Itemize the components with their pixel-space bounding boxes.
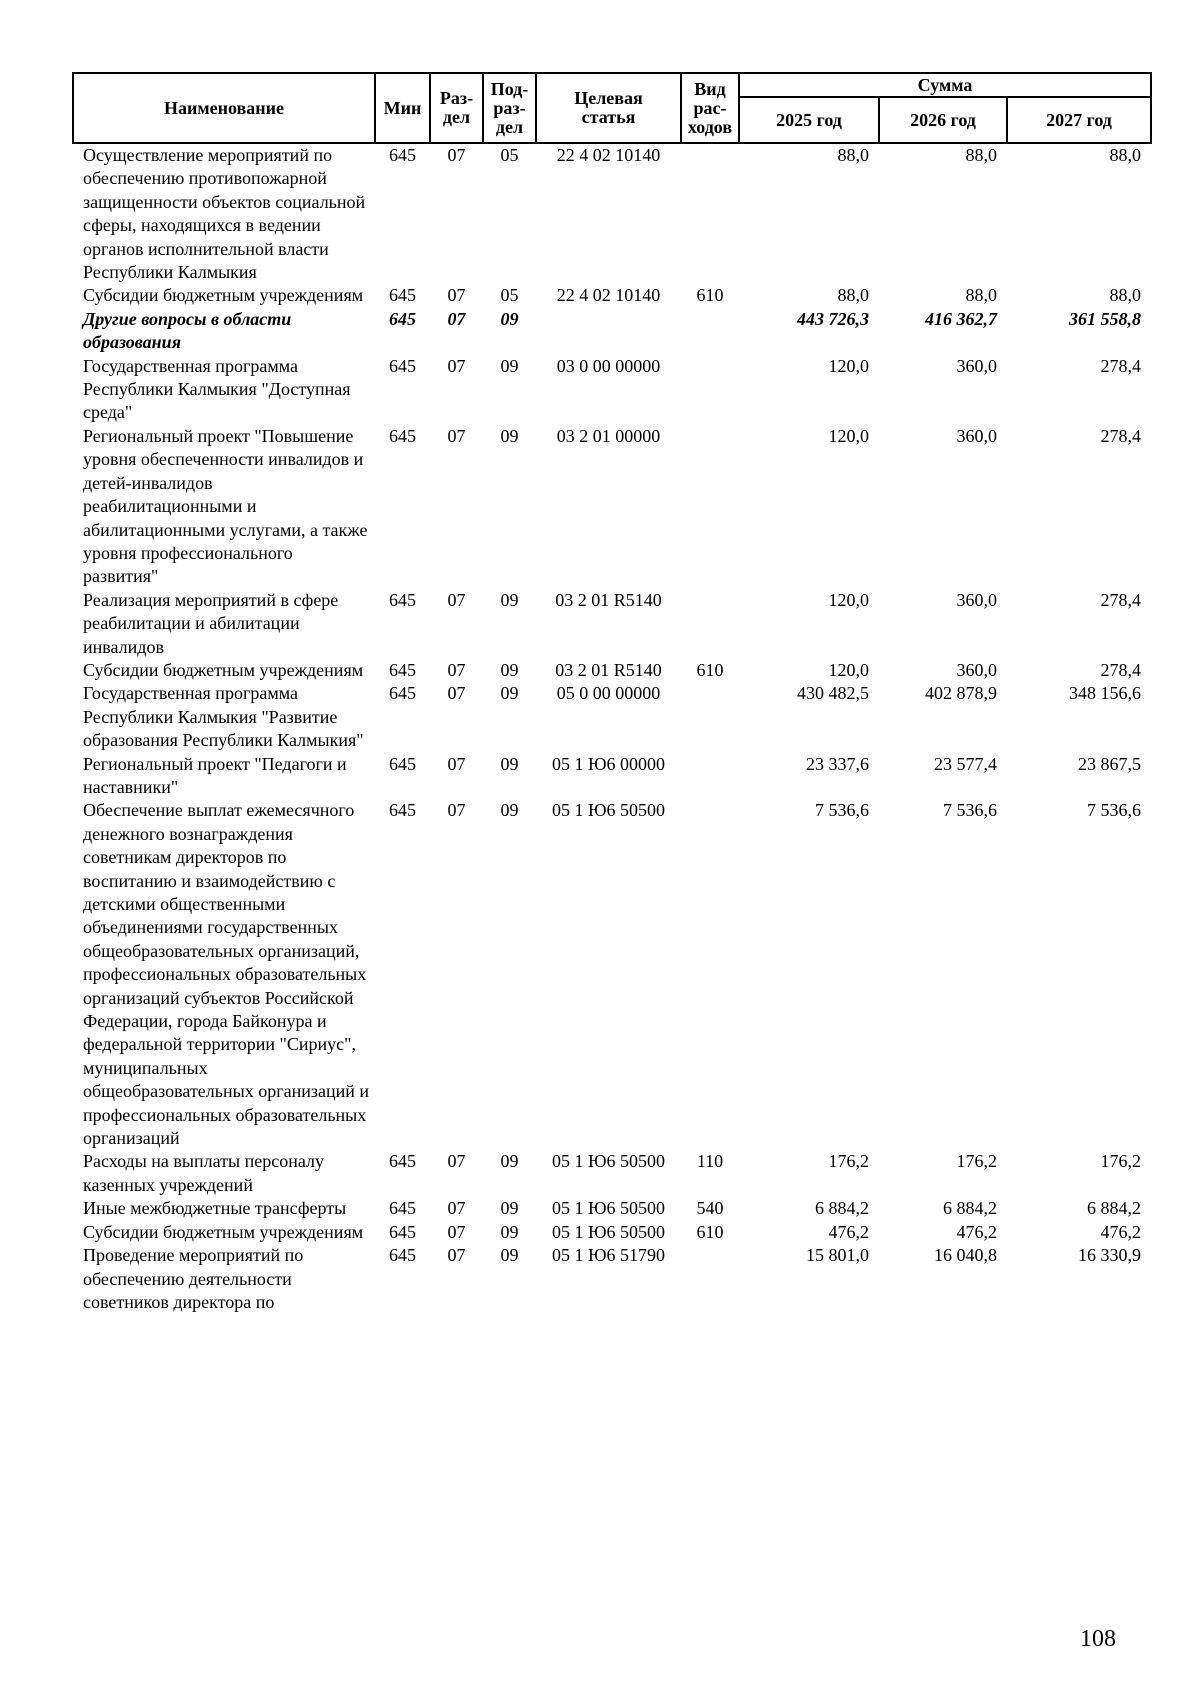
row-2025: 430 482,5	[797, 683, 869, 704]
header-2027: 2027 год	[1007, 97, 1151, 143]
header-2025: 2025 год	[739, 97, 879, 143]
row-vid: 610	[696, 659, 724, 680]
row-vid: 610	[696, 1221, 724, 1242]
row-2026: 402 878,9	[925, 683, 997, 704]
row-razdel: 07	[447, 1198, 466, 1219]
row-2025: 7 536,6	[815, 800, 869, 821]
table-row	[73, 1150, 1151, 1197]
row-razdel: 07	[447, 659, 466, 680]
row-podrazdel: 09	[500, 425, 519, 446]
row-name: Региональный проект "Педагоги и наставники"	[83, 753, 347, 797]
row-2026: 360,0	[956, 659, 997, 680]
row-2025: 88,0	[837, 145, 869, 165]
table-row	[73, 1244, 1151, 1314]
row-target: 22 4 02 10140	[556, 285, 661, 306]
table-row	[73, 308, 1151, 355]
row-target: 05 1 Ю6 51790	[551, 1245, 665, 1266]
row-target: 03 2 01 R5140	[555, 659, 662, 680]
row-vid	[681, 425, 739, 589]
row-razdel: 07	[447, 285, 466, 306]
row-2026: 360,0	[956, 425, 997, 446]
row-target: 22 4 02 10140	[556, 145, 661, 165]
row-2025: 6 884,2	[815, 1198, 869, 1219]
row-2027: 176,2	[1100, 1151, 1142, 1172]
table-row	[73, 799, 1151, 1150]
row-podrazdel: 05	[500, 285, 519, 306]
row-razdel: 07	[447, 589, 466, 610]
table-row	[73, 355, 1151, 425]
row-min: 645	[389, 145, 416, 165]
row-2026: 16 040,8	[934, 1245, 997, 1266]
row-min: 645	[389, 659, 416, 680]
row-2025: 120,0	[828, 659, 869, 680]
row-2027: 361 558,8	[1069, 308, 1142, 329]
row-2027: 16 330,9	[1078, 1245, 1142, 1266]
row-name: Субсидии бюджетным учреждениям	[83, 659, 364, 680]
row-podrazdel: 09	[500, 1245, 519, 1266]
header-vid: Вид рас- ходов	[681, 73, 739, 143]
row-podrazdel: 05	[500, 145, 519, 165]
row-target: 05 1 Ю6 00000	[551, 753, 665, 774]
row-name: Субсидии бюджетным учреждениям	[83, 1221, 364, 1242]
row-2026: 88,0	[965, 285, 997, 306]
row-2027: 278,4	[1100, 355, 1142, 376]
row-2026: 360,0	[956, 355, 997, 376]
row-razdel: 07	[447, 145, 466, 165]
row-target	[536, 308, 681, 355]
row-target: 03 2 01 00000	[556, 425, 661, 446]
row-min: 645	[389, 589, 416, 610]
row-2027: 278,4	[1100, 659, 1142, 680]
row-2026: 7 536,6	[943, 800, 997, 821]
row-min: 645	[389, 308, 416, 329]
row-min: 645	[389, 1245, 416, 1266]
row-2025: 88,0	[837, 285, 869, 306]
row-2026: 6 884,2	[943, 1198, 997, 1219]
row-vid: 540	[696, 1198, 724, 1219]
row-min: 645	[389, 425, 416, 446]
table-row	[73, 753, 1151, 800]
row-vid	[681, 143, 739, 284]
table-row	[73, 1197, 1151, 1220]
header-target: Целевая статья	[536, 73, 681, 143]
row-podrazdel: 09	[500, 1198, 519, 1219]
row-2027: 7 536,6	[1087, 800, 1142, 821]
row-2026: 360,0	[956, 589, 997, 610]
row-target: 05 1 Ю6 50500	[551, 1221, 665, 1242]
row-min: 645	[389, 285, 416, 306]
row-podrazdel: 09	[500, 1151, 519, 1172]
row-2025: 120,0	[828, 425, 869, 446]
row-podrazdel: 09	[500, 800, 519, 821]
table-row	[73, 425, 1151, 589]
row-razdel: 07	[447, 683, 466, 704]
row-razdel: 07	[447, 355, 466, 376]
row-2025: 176,2	[828, 1151, 869, 1172]
row-2027: 6 884,2	[1087, 1198, 1142, 1219]
row-2027: 278,4	[1100, 425, 1142, 446]
row-podrazdel: 09	[500, 659, 519, 680]
header-razdel: Раз- дел	[430, 73, 483, 143]
row-target: 05 0 00 00000	[556, 683, 661, 704]
row-vid	[681, 589, 739, 659]
row-podrazdel: 09	[500, 753, 519, 774]
row-2025: 120,0	[828, 589, 869, 610]
table-body	[73, 143, 1151, 1314]
row-vid	[681, 355, 739, 425]
row-vid	[681, 308, 739, 355]
row-vid	[681, 682, 739, 752]
header-2026: 2026 год	[879, 97, 1007, 143]
row-target: 05 1 Ю6 50500	[551, 1151, 665, 1172]
row-2026: 176,2	[956, 1151, 997, 1172]
row-2025: 476,2	[828, 1221, 869, 1242]
row-2025: 15 801,0	[806, 1245, 869, 1266]
row-podrazdel: 09	[500, 683, 519, 704]
header-sum: Сумма	[739, 73, 1151, 97]
row-vid: 110	[696, 1151, 724, 1172]
row-podrazdel: 09	[500, 355, 519, 376]
page-number: 108	[1080, 1626, 1116, 1652]
row-name: Субсидии бюджетным учреждениям	[83, 285, 364, 306]
row-min: 645	[389, 753, 416, 774]
row-2027: 88,0	[1109, 145, 1142, 165]
row-2026: 23 577,4	[934, 753, 997, 774]
row-name: Осуществление мероприятий по обеспечению противопожарной защищенности объектов социальной сферы, находящихся в ведении органов исполнительной власти Республики Калмыкия	[83, 145, 366, 283]
header-min: Мин	[375, 73, 430, 143]
row-target: 05 1 Ю6 50500	[551, 800, 665, 821]
row-name: Проведение мероприятий по обеспечению деятельности советников директора по	[83, 1245, 304, 1312]
table-row	[73, 143, 1151, 284]
row-2027: 476,2	[1100, 1221, 1142, 1242]
row-min: 645	[389, 800, 416, 821]
row-name: Реализация мероприятий в сфере реабилитации и абилитации инвалидов	[83, 589, 339, 657]
row-vid	[681, 1244, 739, 1314]
row-2027: 88,0	[1109, 285, 1142, 306]
budget-table	[72, 72, 1152, 1314]
row-min: 645	[389, 355, 416, 376]
header-name: Наименование	[73, 73, 375, 143]
row-2025: 443 726,3	[797, 308, 869, 329]
row-2027: 23 867,5	[1078, 753, 1142, 774]
row-razdel: 07	[447, 753, 466, 774]
row-2025: 23 337,6	[806, 753, 869, 774]
row-razdel: 07	[447, 1245, 466, 1266]
row-podrazdel: 09	[500, 308, 519, 329]
row-name: Иные межбюджетные трансферты	[83, 1198, 347, 1219]
table-row	[73, 284, 1151, 307]
row-min: 645	[389, 1198, 416, 1219]
table-row	[73, 589, 1151, 659]
row-name: Другие вопросы в области образования	[83, 308, 292, 353]
document-page	[72, 72, 1150, 1314]
row-razdel: 07	[447, 1221, 466, 1242]
row-name: Государственная программа Республики Калмыкия "Развитие образования Республики Калмыкия"	[83, 683, 364, 751]
row-2027: 278,4	[1100, 589, 1142, 610]
row-podrazdel: 09	[500, 589, 519, 610]
row-min: 645	[389, 1221, 416, 1242]
row-name: Обеспечение выплат ежемесячного денежного вознаграждения советникам директоров по воспитанию и взаимодействию с детскими общественными объединениями государственных общеобразовательных организаций, профессиональных образовательных организаций субъектов Российской Федерации, города Байконура и федеральной территории "Сириус", муниципальных общеобразовательных организаций и профессиональных образовательных организаций	[83, 800, 369, 1149]
row-2025: 120,0	[828, 355, 869, 376]
row-vid	[681, 753, 739, 800]
row-razdel: 07	[447, 1151, 466, 1172]
row-target: 03 2 01 R5140	[555, 589, 662, 610]
row-target: 03 0 00 00000	[556, 355, 661, 376]
row-2027: 348 156,6	[1069, 683, 1142, 704]
row-min: 645	[389, 1151, 416, 1172]
row-2026: 88,0	[965, 145, 997, 165]
row-podrazdel: 09	[500, 1221, 519, 1242]
table-header	[73, 73, 1151, 143]
row-name: Расходы на выплаты персоналу казенных учреждений	[83, 1151, 324, 1195]
row-target: 05 1 Ю6 50500	[551, 1198, 665, 1219]
row-vid	[681, 799, 739, 1150]
header-podrazdel: Под- раз- дел	[483, 73, 536, 143]
row-min: 645	[389, 683, 416, 704]
row-razdel: 07	[447, 800, 466, 821]
table-row	[73, 1221, 1151, 1244]
row-name: Государственная программа Республики Калмыкия "Доступная среда"	[83, 355, 351, 423]
row-vid: 610	[696, 285, 724, 306]
table-row	[73, 682, 1151, 752]
row-razdel: 07	[447, 425, 466, 446]
row-name: Региональный проект "Повышение уровня обеспеченности инвалидов и детей-инвалидов реабилитационными и абилитационными услугами, а также уровня профессионального развития"	[83, 425, 368, 587]
row-2026: 416 362,7	[925, 308, 997, 329]
table-row	[73, 659, 1151, 682]
row-2026: 476,2	[956, 1221, 997, 1242]
row-razdel: 07	[447, 308, 466, 329]
